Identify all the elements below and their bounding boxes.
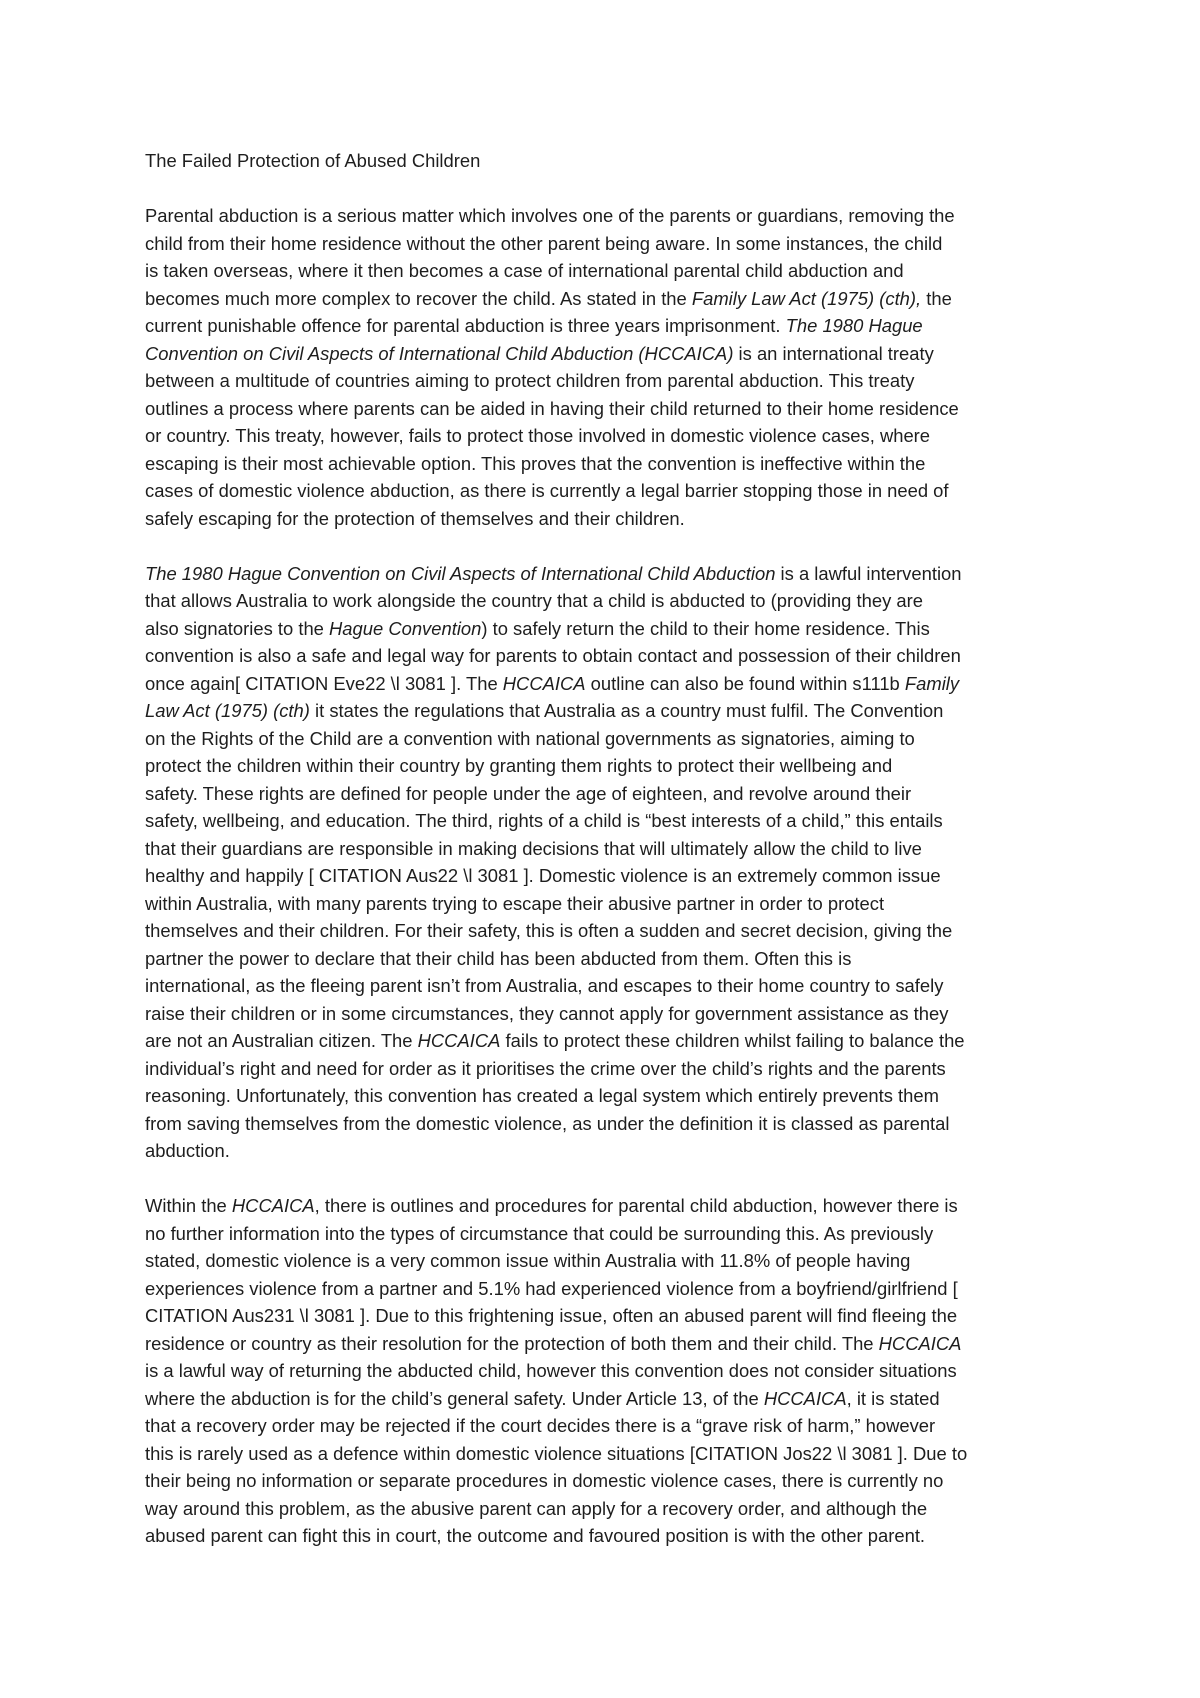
text-run: Within the — [145, 1195, 232, 1216]
text-line — [145, 1412, 1063, 1440]
text-run: , there is outlines and procedures for parental child abduction, however there is — [314, 1195, 958, 1216]
italic-text: HCCAICA — [502, 672, 586, 694]
text-run: it states the regulations that Australia as a country must fulfil. The Convention — [309, 700, 944, 721]
italic-text: HCCAICA — [878, 1332, 962, 1354]
text-line — [145, 1522, 1063, 1550]
italic-text: HCCAICA — [763, 1387, 847, 1409]
text-run: stated, domestic violence is a very common issue within Australia with 11.8% of people having — [145, 1250, 911, 1271]
text-run: international, as the fleeing parent isn’t from Australia, and escapes to their home country to safely — [145, 975, 944, 996]
text-run: individual’s right and need for order as it prioritises the crime over the child’s rights and the parents — [145, 1057, 946, 1079]
text-run: reasoning. Unfortunately, this convention has created a legal system which entirely prevents them — [145, 1085, 939, 1106]
text-run: current punishable offence for parental abduction is three years imprisonment. — [145, 315, 786, 336]
text-line — [145, 1330, 1063, 1358]
text-line — [145, 1192, 1063, 1220]
text-line — [145, 1055, 1063, 1083]
document-title: The Failed Protection of Abused Children — [145, 150, 481, 171]
text-run: that their guardians are responsible in making decisions that will ultimately allow the child to live — [145, 837, 922, 859]
text-line — [145, 1385, 1063, 1413]
text-line — [145, 780, 1063, 808]
text-run: no further information into the types of circumstance that could be surrounding this. As previously — [145, 1222, 934, 1244]
text-run: Parental abduction is a serious matter which involves one of the parents or guardians, removing the — [145, 205, 955, 226]
text-run: escaping is their most achievable option. This proves that the convention is ineffective within the — [145, 452, 926, 474]
text-run: ) to safely return the child to their home residence. This — [481, 617, 930, 639]
text-run: is an international treaty — [733, 342, 934, 364]
text-line — [145, 1000, 1063, 1028]
text-line — [145, 1275, 1063, 1303]
text-line — [145, 1137, 1063, 1165]
text-run: safety, wellbeing, and education. The third, rights of a child is “best interests of a child,” this entails — [145, 810, 943, 831]
text-line — [145, 340, 1063, 368]
text-run: themselves and their children. For their safety, this is often a sudden and secret decision, giving the — [145, 920, 953, 941]
text-run: between a multitude of countries aiming to protect children from parental abduction. This treaty — [145, 370, 915, 391]
text-line — [145, 1440, 1063, 1468]
paragraph — [145, 560, 1063, 1165]
text-line — [145, 1302, 1063, 1330]
italic-text: Law Act (1975) (cth) — [145, 700, 310, 721]
text-run: the — [921, 287, 952, 309]
text-line — [145, 422, 1063, 450]
text-run: within Australia, with many parents trying to escape their abusive partner in order to protect — [145, 892, 885, 914]
text-run: outlines a process where parents can be aided in having their child returned to their home residence — [145, 397, 959, 419]
text-run: is a lawful intervention — [775, 562, 962, 584]
text-run: becomes much more complex to recover the child. As stated in the — [145, 287, 692, 309]
italic-text: HCCAICA — [417, 1030, 501, 1051]
text-run: , it is stated — [846, 1387, 940, 1409]
italic-text: The 1980 Hague — [785, 315, 923, 336]
text-run: way around this problem, as the abusive parent can apply for a recovery order, and although the — [145, 1497, 928, 1519]
text-run: also signatories to the — [145, 617, 330, 639]
text-run: are not an Australian citizen. The — [145, 1030, 418, 1051]
text-line — [145, 670, 1063, 698]
text-run: child from their home residence without the other parent being aware. In some instances, the child — [145, 232, 943, 254]
text-line — [145, 587, 1063, 615]
text-line — [145, 642, 1063, 670]
text-run: fails to protect these children whilst failing to balance the — [500, 1030, 965, 1051]
text-line — [145, 697, 1063, 725]
text-line — [145, 615, 1063, 643]
italic-text: Hague Convention — [329, 617, 482, 639]
text-run: healthy and happily [ CITATION Aus22 \l 3081 ]. Domestic violence is an extremely common issue — [145, 865, 941, 886]
text-line — [145, 972, 1063, 1000]
text-line — [145, 395, 1063, 423]
text-line — [145, 752, 1063, 780]
text-run: that a recovery order may be rejected if the court decides there is a “grave risk of harm,” however — [145, 1415, 936, 1436]
text-run: is a lawful way of returning the abducted child, however this convention does not consider situations — [145, 1360, 957, 1381]
text-run: safely escaping for the protection of themselves and their children. — [145, 507, 685, 529]
text-line — [145, 862, 1063, 890]
text-line — [145, 477, 1063, 505]
text-line — [145, 1495, 1063, 1523]
text-line — [145, 230, 1063, 258]
text-line — [145, 1467, 1063, 1495]
paragraph — [145, 1192, 1063, 1550]
text-run: residence or country as their resolution for the protection of both them and their child. The — [145, 1332, 879, 1354]
text-line — [145, 807, 1063, 835]
text-run: convention is also a safe and legal way for parents to obtain contact and possession of their children — [145, 645, 961, 666]
document-body — [145, 147, 1063, 1577]
text-line — [145, 1082, 1063, 1110]
text-run: where the abduction is for the child’s general safety. Under Article 13, of the — [145, 1387, 764, 1409]
text-line — [145, 312, 1063, 340]
text-run: experiences violence from a partner and 5.1% had experienced violence from a boyfriend/girlfriend [ — [145, 1277, 958, 1299]
text-line — [145, 505, 1063, 533]
text-run: safety. These rights are defined for people under the age of eighteen, and revolve around their — [145, 782, 912, 804]
text-run: raise their children or in some circumstances, they cannot apply for government assistance as they — [145, 1002, 949, 1024]
text-run: from saving themselves from the domestic violence, as under the definition it is classed as parental — [145, 1112, 950, 1134]
italic-text: Convention on Civil Aspects of International Child Abduction (HCCAICA) — [145, 342, 734, 364]
text-run: or country. This treaty, however, fails to protect those involved in domestic violence cases, where — [145, 425, 931, 446]
text-line — [145, 890, 1063, 918]
text-line — [145, 1027, 1063, 1055]
text-run: outline can also be found within s111b — [585, 672, 905, 694]
text-run: this is rarely used as a defence within domestic violence situations [CITATION Jos22 \l 3081 ]. Due to — [145, 1442, 968, 1464]
italic-text: The 1980 Hague Convention on Civil Aspects of International Child Abduction — [145, 562, 776, 584]
document-paragraphs — [145, 202, 1063, 1550]
italic-text: Family Law Act (1975) (cth), — [691, 287, 922, 309]
italic-text: Family — [904, 672, 960, 694]
text-line — [145, 285, 1063, 313]
text-line — [145, 725, 1063, 753]
text-run: protect the children within their country by granting them rights to protect their wellbeing and — [145, 755, 893, 776]
text-run: once again[ CITATION Eve22 \l 3081 ]. The — [145, 672, 503, 694]
text-line — [145, 450, 1063, 478]
text-run: abused parent can fight this in court, the outcome and favoured position is with the other parent. — [145, 1525, 926, 1546]
text-run: cases of domestic violence abduction, as there is currently a legal barrier stopping those in need of — [145, 480, 949, 501]
text-line — [145, 257, 1063, 285]
text-run: on the Rights of the Child are a convention with national governments as signatories, aiming to — [145, 727, 915, 749]
text-line — [145, 1110, 1063, 1138]
text-line — [145, 835, 1063, 863]
text-run: that allows Australia to work alongside the country that a child is abducted to (providing they are — [145, 590, 923, 611]
text-line — [145, 1357, 1063, 1385]
text-line — [145, 945, 1063, 973]
text-line — [145, 917, 1063, 945]
italic-text: HCCAICA — [231, 1195, 315, 1216]
text-run: partner the power to declare that their child has been abducted from them. Often this is — [145, 947, 852, 969]
text-line — [145, 202, 1063, 230]
text-line — [145, 367, 1063, 395]
text-line — [145, 560, 1063, 588]
text-line — [145, 1247, 1063, 1275]
paragraph — [145, 202, 1063, 532]
text-run: their being no information or separate procedures in domestic violence cases, there is currently no — [145, 1470, 944, 1491]
text-run: abduction. — [145, 1140, 230, 1161]
text-run: is taken overseas, where it then becomes a case of international parental child abduction and — [145, 260, 904, 281]
text-line — [145, 1220, 1063, 1248]
text-run: CITATION Aus231 \l 3081 ]. Due to this frightening issue, often an abused parent will find fleeing the — [145, 1305, 958, 1326]
